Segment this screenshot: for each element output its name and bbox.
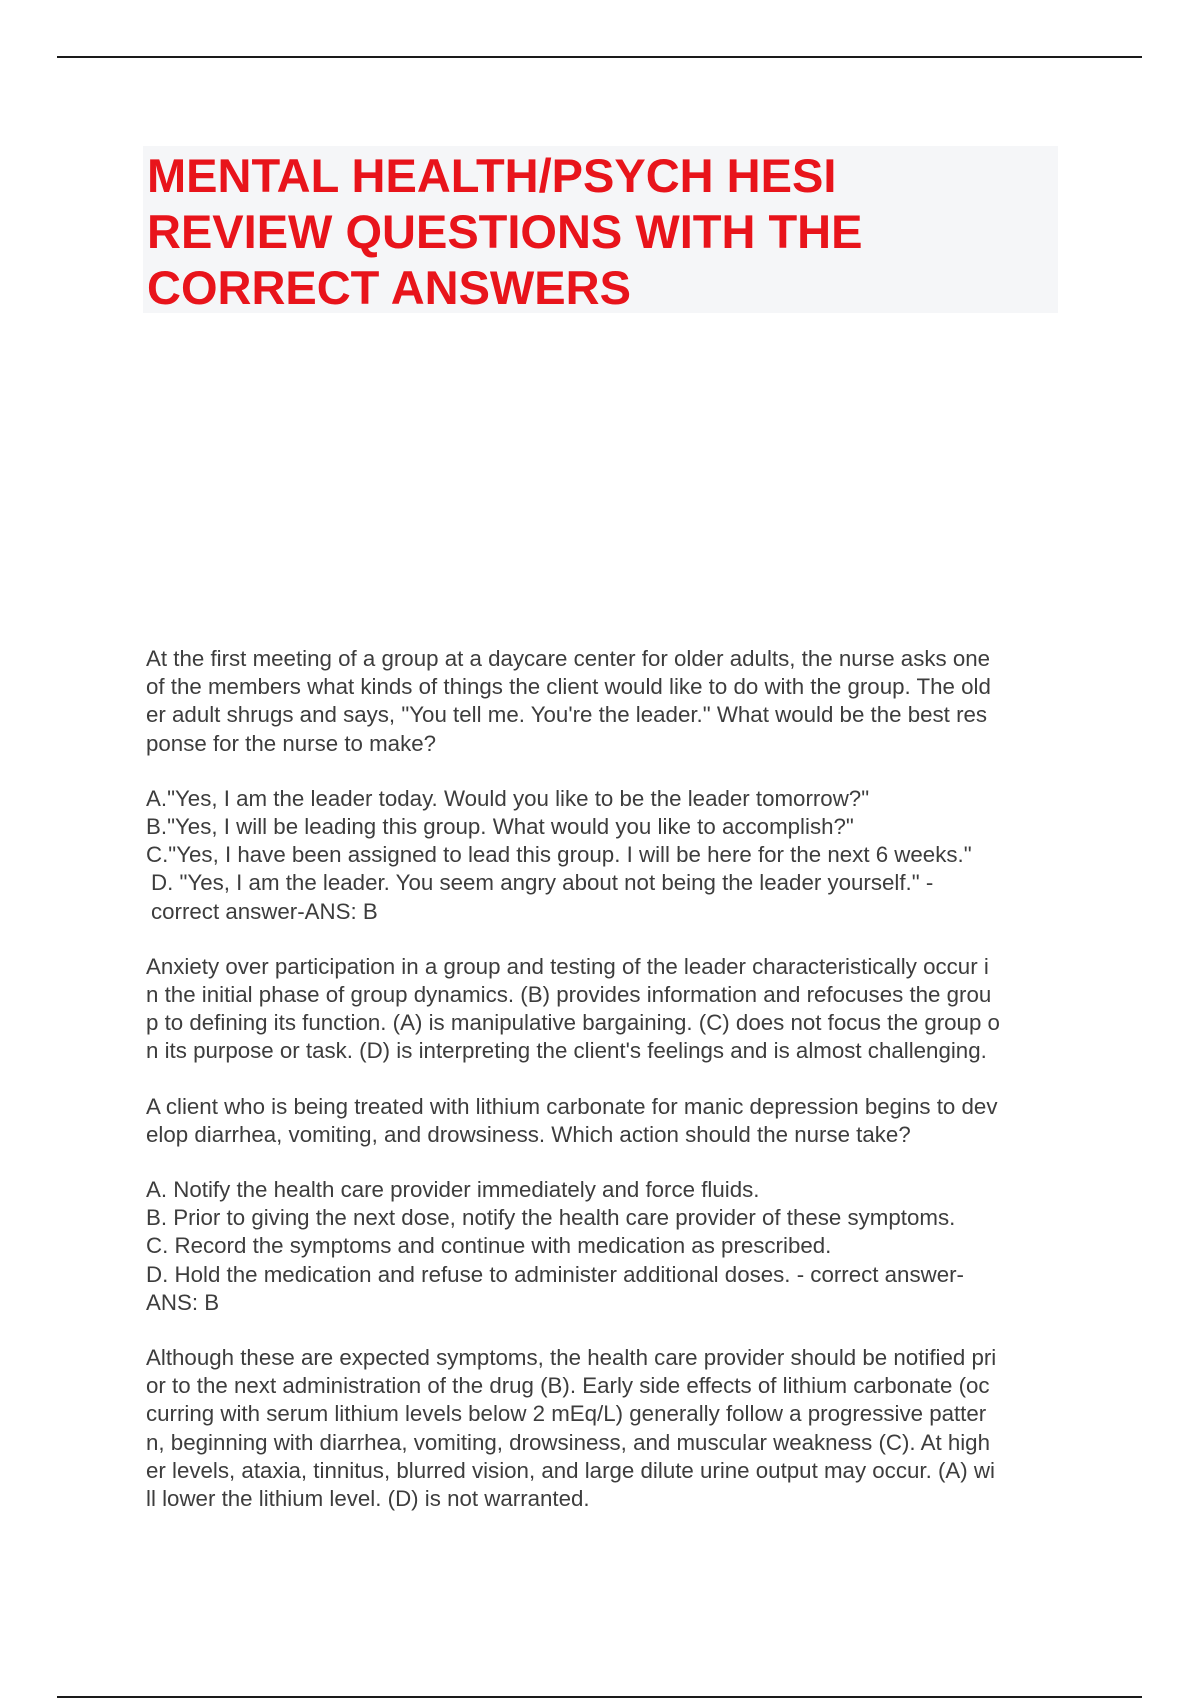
option-c: C. Record the symptoms and continue with medication as prescribed. xyxy=(146,1233,832,1259)
text-line: n its purpose or task. (D) is interpreting the client's feelings and is almost challenging. xyxy=(146,1038,987,1064)
text-line: er adult shrugs and says, "You tell me. You're the leader." What would be the best res xyxy=(146,702,988,728)
document-body xyxy=(146,645,1066,1540)
header-rule xyxy=(57,56,1142,58)
text-line: Although these are expected symptoms, the health care provider should be notified pri xyxy=(146,1345,997,1371)
option-c: C."Yes, I have been assigned to lead this group. I will be here for the next 6 weeks." xyxy=(146,842,972,868)
option-a: A."Yes, I am the leader today. Would you like to be the leader tomorrow?" xyxy=(146,785,870,811)
correct-answer: correct answer-ANS: B xyxy=(151,898,378,924)
option-a: A. Notify the health care provider immediately and force fluids. xyxy=(146,1177,760,1203)
document-title xyxy=(147,148,1047,316)
text-line: ll lower the lithium level. (D) is not warranted. xyxy=(146,1486,590,1512)
text-line: n the initial phase of group dynamics. (B) provides information and refocuses the grou xyxy=(146,982,992,1008)
option-d: D. Hold the medication and refuse to administer additional doses. - correct answer- xyxy=(146,1261,964,1287)
text-line: ponse for the nurse to make? xyxy=(146,730,437,756)
title-line: MENTAL HEALTH/PSYCH HESI xyxy=(147,149,837,202)
text-line: At the first meeting of a group at a daycare center for older adults, the nurse asks one xyxy=(146,646,991,671)
correct-answer: ANS: B xyxy=(146,1289,220,1315)
text-line: elop diarrhea, vomiting, and drowsiness. Which action should the nurse take? xyxy=(146,1121,911,1147)
footer-rule xyxy=(57,1696,1142,1698)
text-line: curring with serum lithium levels below 2 mEq/L) generally follow a progressive patter xyxy=(146,1401,987,1427)
text-line: er levels, ataxia, tinnitus, blurred vision, and large dilute urine output may occur. (A) wi xyxy=(146,1457,995,1483)
question-2-options xyxy=(146,1176,1066,1317)
question-1-text xyxy=(146,645,1066,758)
question-2-text xyxy=(146,1093,1066,1149)
title-line: REVIEW QUESTIONS WITH THE xyxy=(147,205,863,258)
title-line: CORRECT ANSWERS xyxy=(147,261,631,314)
text-line: n, beginning with diarrhea, vomiting, drowsiness, and muscular weakness (C). At high xyxy=(146,1429,990,1455)
text-line: p to defining its function. (A) is manipulative bargaining. (C) does not focus the group o xyxy=(146,1010,1000,1036)
question-2-rationale xyxy=(146,1344,1066,1513)
text-line: or to the next administration of the drug (B). Early side effects of lithium carbonate (oc xyxy=(146,1373,990,1399)
text-line: Anxiety over participation in a group and testing of the leader characteristically occur i xyxy=(146,953,989,979)
question-1-rationale xyxy=(146,953,1066,1066)
option-d: D. "Yes, I am the leader. You seem angry about not being the leader yourself." - xyxy=(151,870,934,896)
text-line: of the members what kinds of things the client would like to do with the group. The old xyxy=(146,674,991,700)
option-b: B."Yes, I will be leading this group. What would you like to accomplish?" xyxy=(146,814,854,840)
option-b: B. Prior to giving the next dose, notify the health care provider of these symptoms. xyxy=(146,1205,956,1231)
text-line: A client who is being treated with lithium carbonate for manic depression begins to dev xyxy=(146,1093,998,1119)
question-1-options xyxy=(146,785,1066,926)
